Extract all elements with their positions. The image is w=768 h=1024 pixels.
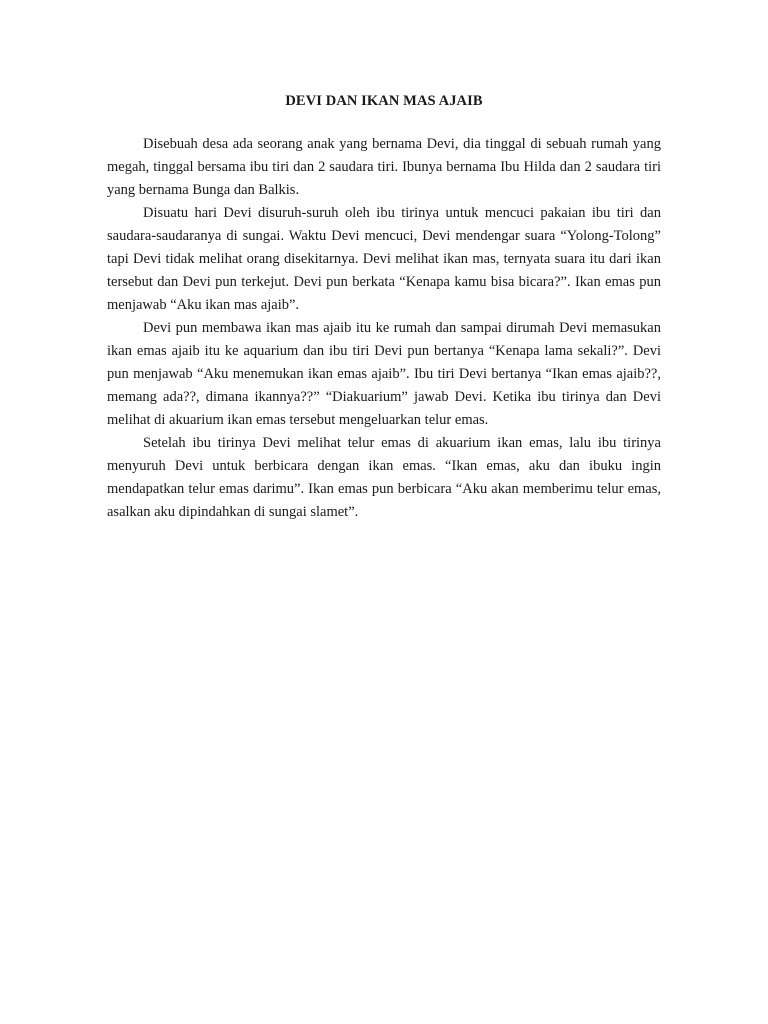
document-body: [107, 133, 661, 524]
paragraph-4: Setelah ibu tirinya Devi melihat telur emas di akuarium ikan emas, lalu ibu tirinya menyuruh Devi untuk berbicara dengan ikan emas. “Ikan emas, aku dan ibuku ingin mendapatkan telur emas darimu”. Ikan emas pun berbicara “Aku akan memberimu telur emas, asalkan aku dipindahkan di sungai slamet”.: [107, 435, 661, 520]
paragraph-2: Disuatu hari Devi disuruh-suruh oleh ibu tirinya untuk mencuci pakaian ibu tiri dan saudara-saudaranya di sungai. Waktu Devi mencuci, Devi mendengar suara “Yolong-Tolong” tapi Devi tidak melihat orang disekitarnya. Devi melihat ikan mas, ternyata suara itu dari ikan tersebut dan Devi pun terkejut. Devi pun berkata “Kenapa kamu bisa bicara?”. Ikan emas pun menjawab “Aku ikan mas ajaib”.: [107, 205, 661, 313]
paragraph-1: Disebuah desa ada seorang anak yang bernama Devi, dia tinggal di sebuah rumah yang megah, tinggal bersama ibu tiri dan 2 saudara tiri. Ibunya bernama Ibu Hilda dan 2 saudara tiri yang bernama Bunga dan Balkis.: [107, 136, 661, 198]
document-title: DEVI DAN IKAN MAS AJAIB: [285, 93, 483, 109]
paragraph-3: Devi pun membawa ikan mas ajaib itu ke rumah dan sampai dirumah Devi memasukan ikan emas ajaib itu ke aquarium dan ibu tiri Devi pun bertanya “Kenapa lama sekali?”. Devi pun menjawab “Aku menemukan ikan emas ajaib”. Ibu tiri Devi bertanya “Ikan emas ajaib??, memang ada??, dimana ikannya??” “Diakuarium” jawab Devi. Ketika ibu tirinya dan Devi melihat di akuarium ikan emas tersebut mengeluarkan telur emas.: [107, 320, 661, 428]
